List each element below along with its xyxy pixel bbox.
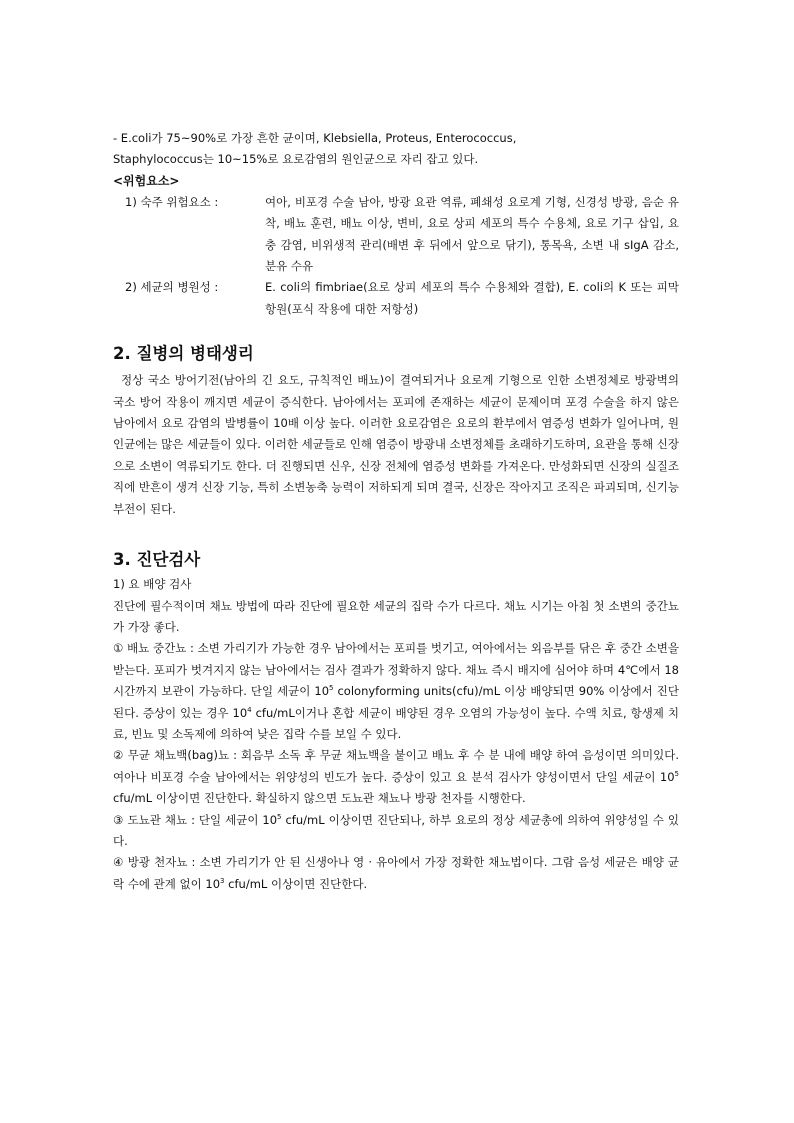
midstream-text-c: cfu/mL이거나 혼합 세균이 배양된 경우 오염의 가능성이 높다. 수액 치료, 항생제 치료, 빈뇨 및 소독제에 의하여 낮은 집락 수를 보일 수 있다. bbox=[113, 705, 679, 741]
suprapubic-exp: 3 bbox=[220, 876, 225, 885]
risk-heading: <위험요소> bbox=[113, 173, 180, 188]
bag-text-a: ② 무균 채뇨백(bag)뇨 : 회음부 소독 후 무균 채뇨백을 붙이고 배뇨 후 수 분 내에 배양 하여 음성이면 의미있다. 여아나 비포경 수술 남아에서는 위양성의 빈도가 높다. 증상이 있고 요 분석 검사가 양성이면서 단일 세균이 10 bbox=[113, 748, 679, 784]
intro-paragraph bbox=[113, 128, 679, 171]
risk-label-pathogen: 2) 세균의 병원성 : bbox=[125, 280, 219, 295]
midstream-exp-a: 5 bbox=[329, 684, 334, 693]
catheter-text-b: cfu/mL 이상이면 진단되나, 하부 요로의 정상 세균총에 의하여 위양성일 수 있다. bbox=[113, 812, 679, 848]
section-2-title: 2. 질병의 병태생리 bbox=[113, 344, 254, 364]
section-3-subheading: 1) 요 배양 검사 bbox=[113, 577, 192, 592]
section-3-para-bag bbox=[113, 745, 679, 809]
document-page bbox=[113, 128, 679, 895]
section-2-body: 정상 국소 방어기전(남아의 긴 요도, 규칙적인 배뇨)이 결여되거나 요로계 기형으로 인한 소변정체로 방광벽의 국소 방어 작용이 깨지면 세균이 증식한다. 남아에서는 포피에 존재하는 세균이 문제이며 포경 수술을 하지 않은 남아에서 요로 감염의 발병률이 10배 이상 높다. 이러한 요로감염은 요로의 환부에서 염증성 변화가 일어나며, 원인균에는 많은 세균들이 있다. 이러한 세균들로 인해 염증이 방광내 소변정체를 초래하기도하며, 요관을 통해 신장으로 소변이 역류되기도 한다. 더 진행되면 신우, 신장 전체에 염증성 변화를 가져온다. 만성화되면 신장의 실질조직에 반흔이 생겨 신장 기능, 특히 소변농축 능력이 저하되게 되며 결국, 신장은 작아지고 조직은 파괴되며, 신기능부전이 된다. bbox=[113, 373, 679, 516]
section-3-para-midstream bbox=[113, 638, 679, 745]
section-3-title: 3. 진단검사 bbox=[113, 550, 201, 570]
midstream-text-b: colonyforming units(cfu)/mL 이상 배양되면 90% 이상에서 진단된다. 증상이 있는 경우 10 bbox=[113, 684, 679, 720]
section-3-para-catheter bbox=[113, 810, 679, 853]
bag-exp: 5 bbox=[674, 769, 679, 778]
midstream-exp-b: 4 bbox=[247, 705, 252, 714]
risk-item-pathogen bbox=[113, 277, 679, 320]
intro-line-1: - E.coli가 75~90%로 가장 흔한 균이며, Klebsiella, Proteus, Enterococcus, bbox=[113, 131, 517, 145]
midstream-text-a: ① 배뇨 중간뇨 : 소변 가리기가 가능한 경우 남아에서는 포피를 벗기고, 여아에서는 외음부를 닦은 후 중간 소변을 받는다. 포피가 벗겨지지 않는 남아에서는 검사 결과가 정확하지 않다. 채뇨 즉시 배지에 심어야 하며 4℃에서 18시간까지 보관이 가능하다. 단일 세균이 10 bbox=[113, 641, 679, 699]
risk-text-host: 여아, 비포경 수술 남아, 방광 요관 역류, 폐쇄성 요로계 기형, 신경성 방광, 음순 유착, 배뇨 훈련, 배뇨 이상, 변비, 요로 상피 세포의 특수 수용체, 요로 기구 삽입, 요충 감염, 비위생적 관리(배변 후 뒤에서 앞으로 닦기), 통목욕, 소변 내 sIgA 감소, 분유 수유 bbox=[265, 194, 679, 274]
risk-label-host: 1) 숙주 위험요소 : bbox=[125, 194, 219, 209]
suprapubic-text-b: cfu/mL 이상이면 진단한다. bbox=[224, 876, 368, 891]
intro-line-2: Staphylococcus는 10~15%로 요로감염의 원인균으로 자리 잡고 있다. bbox=[113, 152, 479, 167]
catheter-exp: 5 bbox=[277, 812, 282, 821]
section-3-para-1: 진단에 필수적이며 채뇨 방법에 따라 진단에 필요한 세균의 집락 수가 다르다. 채뇨 시기는 아침 첫 소변의 중간뇨가 가장 좋다. bbox=[113, 598, 679, 634]
bag-text-b: cfu/mL 이상이면 진단한다. 확실하지 않으면 도뇨관 채뇨나 방광 천자를 시행한다. bbox=[113, 791, 526, 806]
risk-text-pathogen: E. coli의 fimbriae(요로 상피 세포의 특수 수용체와 결합), E. coli의 K 또는 피막 항원(포식 작용에 대한 저항성) bbox=[265, 280, 679, 316]
suprapubic-text-a: ④ 방광 천자뇨 : 소변 가리기가 안 된 신생아나 영 · 유아에서 가장 정확한 채뇨법이다. 그람 음성 세균은 배양 균락 수에 관계 없이 10 bbox=[113, 855, 679, 891]
catheter-text-a: ③ 도뇨관 채뇨 : 단일 세균이 10 bbox=[113, 812, 278, 827]
section-3-para-suprapubic bbox=[113, 852, 679, 895]
risk-item-host bbox=[113, 192, 679, 278]
